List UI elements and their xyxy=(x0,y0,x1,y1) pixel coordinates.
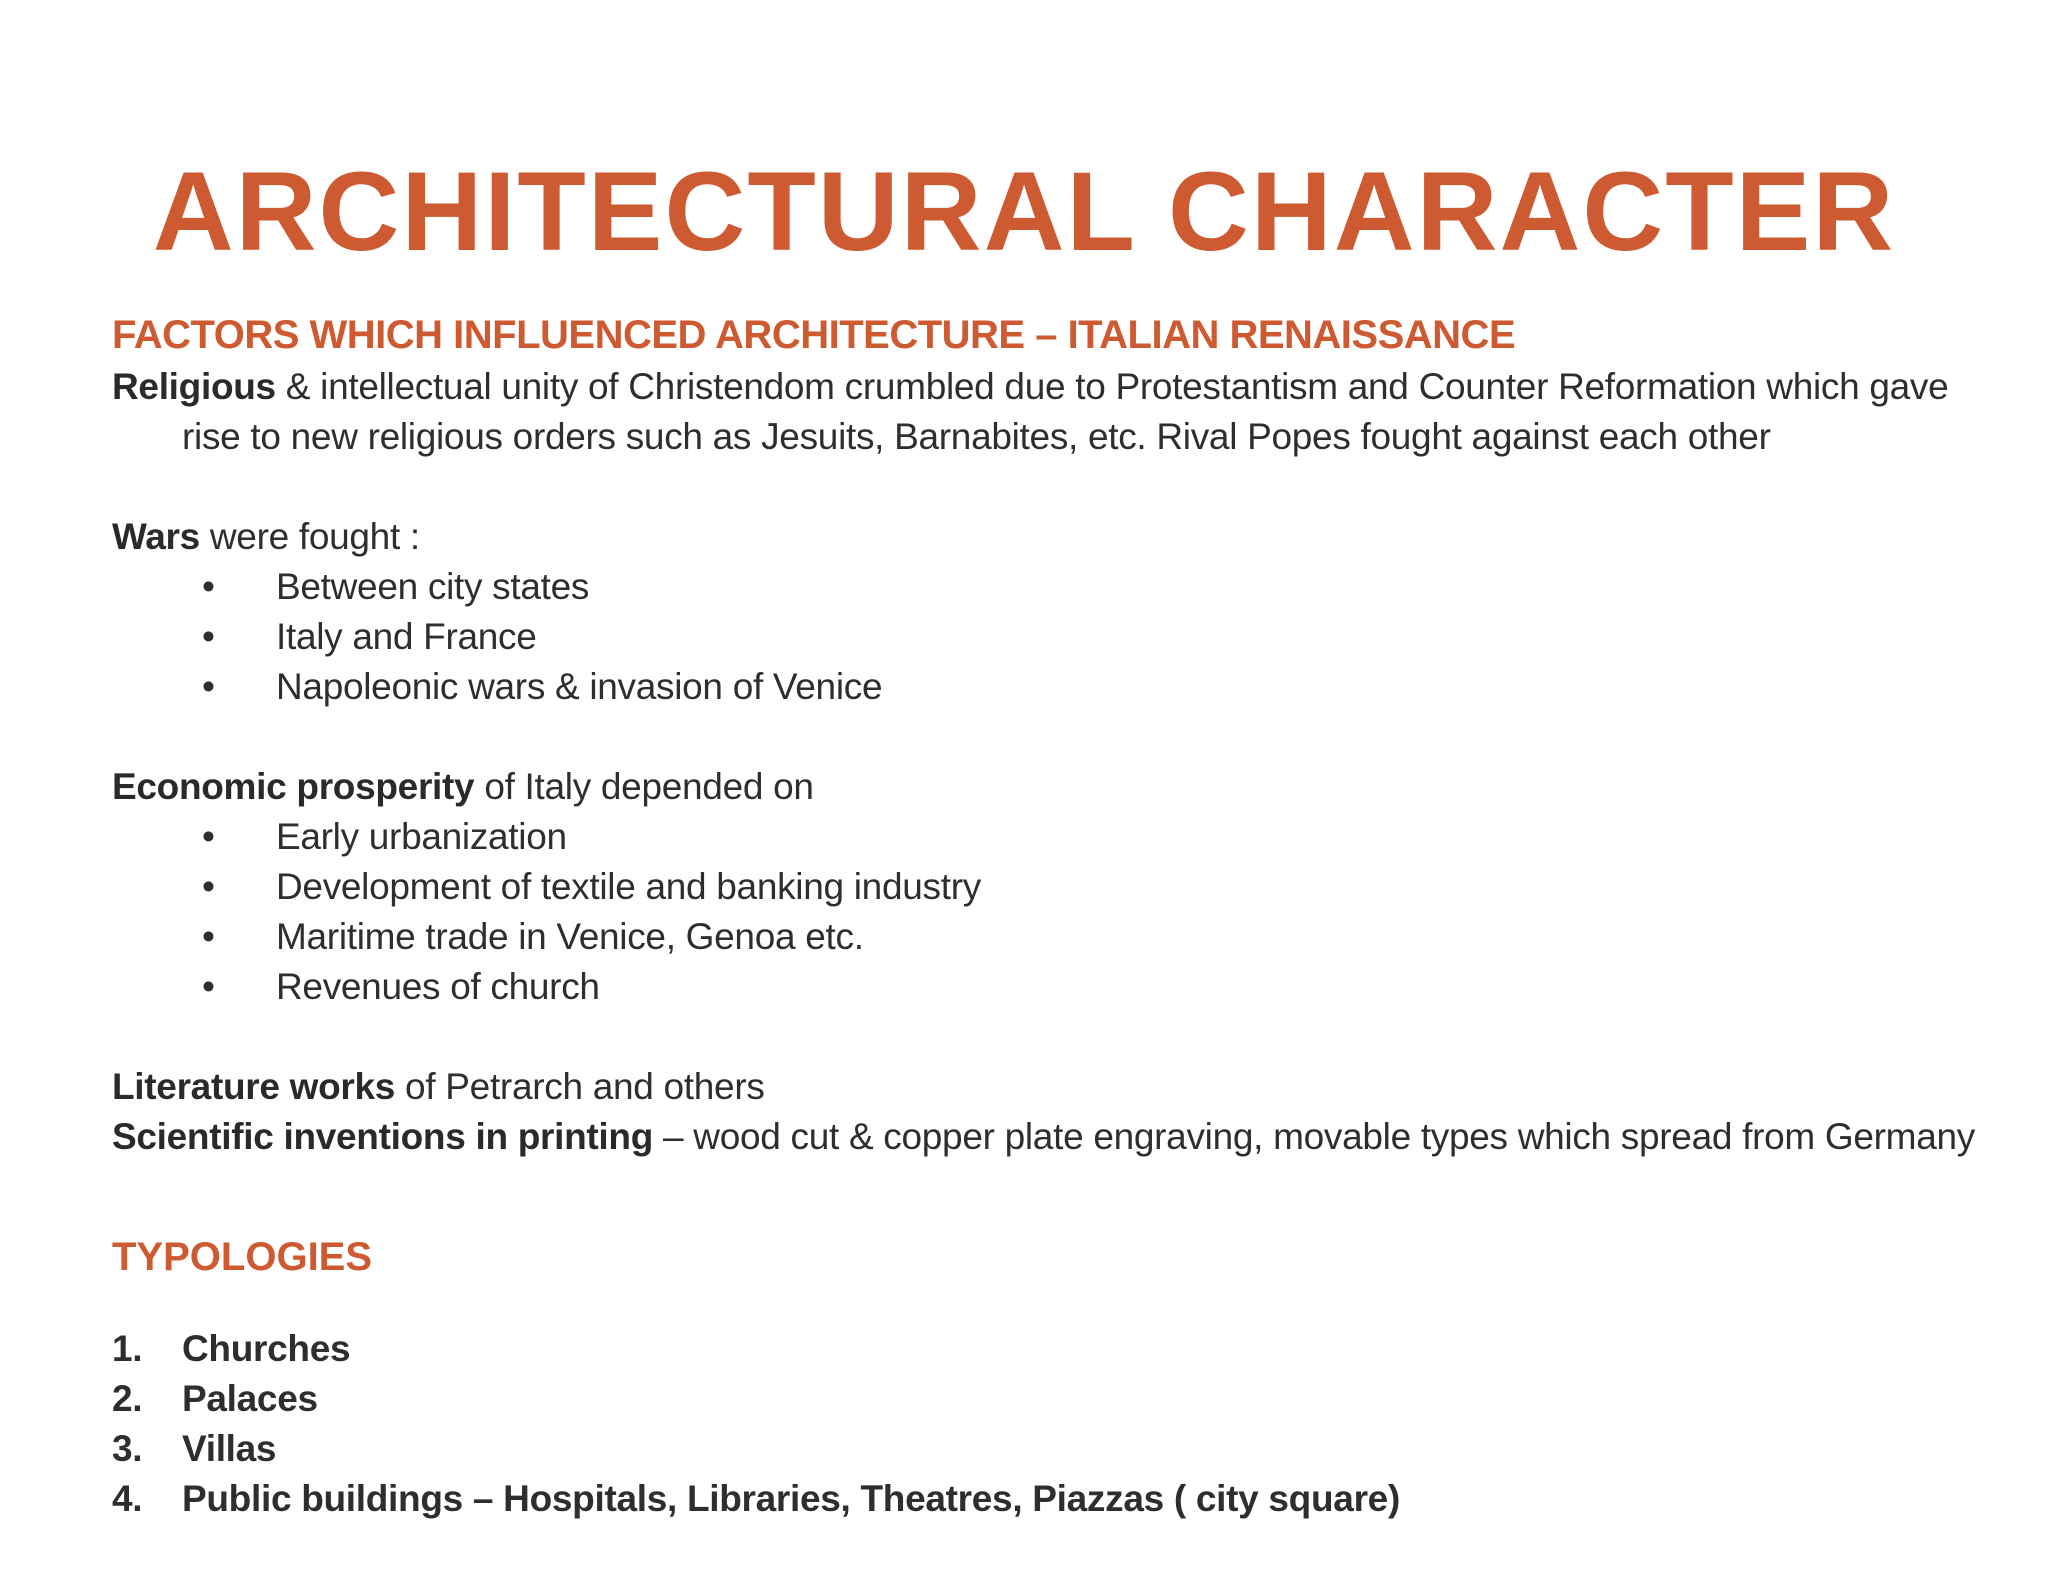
list-item xyxy=(112,1374,1992,1424)
bullet-icon: • xyxy=(202,816,215,857)
wars-paragraph xyxy=(112,512,1992,562)
list-item: • Between city states xyxy=(112,562,1992,612)
spacer xyxy=(112,1012,1992,1062)
item-label: Palaces xyxy=(182,1378,318,1419)
religious-paragraph xyxy=(112,362,1992,462)
wars-term: Wars xyxy=(112,516,200,557)
bullet-icon: • xyxy=(202,566,215,607)
spacer xyxy=(112,462,1992,512)
factors-heading: FACTORS WHICH INFLUENCED ARCHITECTURE – ITALIAN RENAISSANCE xyxy=(112,313,1516,357)
wars-text: were fought : xyxy=(199,516,420,557)
economic-text: of Italy depended on xyxy=(474,766,814,807)
economic-paragraph xyxy=(112,762,1992,812)
item-number: 1. xyxy=(112,1328,143,1369)
spacer xyxy=(112,1162,1992,1212)
economic-term: Economic prosperity xyxy=(112,766,475,807)
bullet-icon: • xyxy=(202,866,215,907)
literature-text: of Petrarch and others xyxy=(395,1066,765,1107)
religious-text: & intellectual unity of Christendom crumbled due to Protestantism and Counter Reformation which gave rise to new religious orders such as Jesuits, Barnabites, etc. Rival Popes fought against each other xyxy=(182,366,1949,457)
list-item: • Maritime trade in Venice, Genoa etc. xyxy=(112,912,1992,962)
list-item xyxy=(112,1424,1992,1474)
item-label: Churches xyxy=(182,1328,351,1369)
scientific-text: – wood cut & copper plate engraving, movable types which spread from Germany xyxy=(653,1116,1975,1157)
spacer xyxy=(112,712,1992,762)
list-item: • Revenues of church xyxy=(112,962,1992,1012)
typologies-heading: TYPOLOGIES xyxy=(112,1235,373,1279)
page-title: ARCHITECTURAL CHARACTER xyxy=(152,149,1896,274)
list-item: • Italy and France xyxy=(112,612,1992,662)
economic-list xyxy=(112,812,1992,1012)
list-item xyxy=(112,1324,1992,1374)
list-item: • Development of textile and banking industry xyxy=(112,862,1992,912)
item-number: 4. xyxy=(112,1478,143,1519)
scientific-paragraph xyxy=(112,1112,1992,1162)
item-label: Public buildings – Hospitals, Libraries, Theatres, Piazzas ( city square) xyxy=(182,1478,1400,1519)
bullet-icon: • xyxy=(202,666,215,707)
literature-term: Literature works xyxy=(112,1066,396,1107)
religious-term: Religious xyxy=(112,366,276,407)
scientific-term: Scientific inventions in printing xyxy=(112,1116,654,1157)
item-label: Villas xyxy=(182,1428,277,1469)
document-body xyxy=(112,308,1992,1524)
bullet-icon: • xyxy=(202,916,215,957)
item-number: 3. xyxy=(112,1428,143,1469)
typologies-list xyxy=(112,1324,1992,1524)
bullet-icon: • xyxy=(202,616,215,657)
wars-list xyxy=(112,562,1992,712)
bullet-icon: • xyxy=(202,966,215,1007)
list-item: • Early urbanization xyxy=(112,812,1992,862)
literature-paragraph xyxy=(112,1062,1992,1112)
list-item: • Napoleonic wars & invasion of Venice xyxy=(112,662,1992,712)
list-item xyxy=(112,1474,1992,1524)
item-number: 2. xyxy=(112,1378,143,1419)
